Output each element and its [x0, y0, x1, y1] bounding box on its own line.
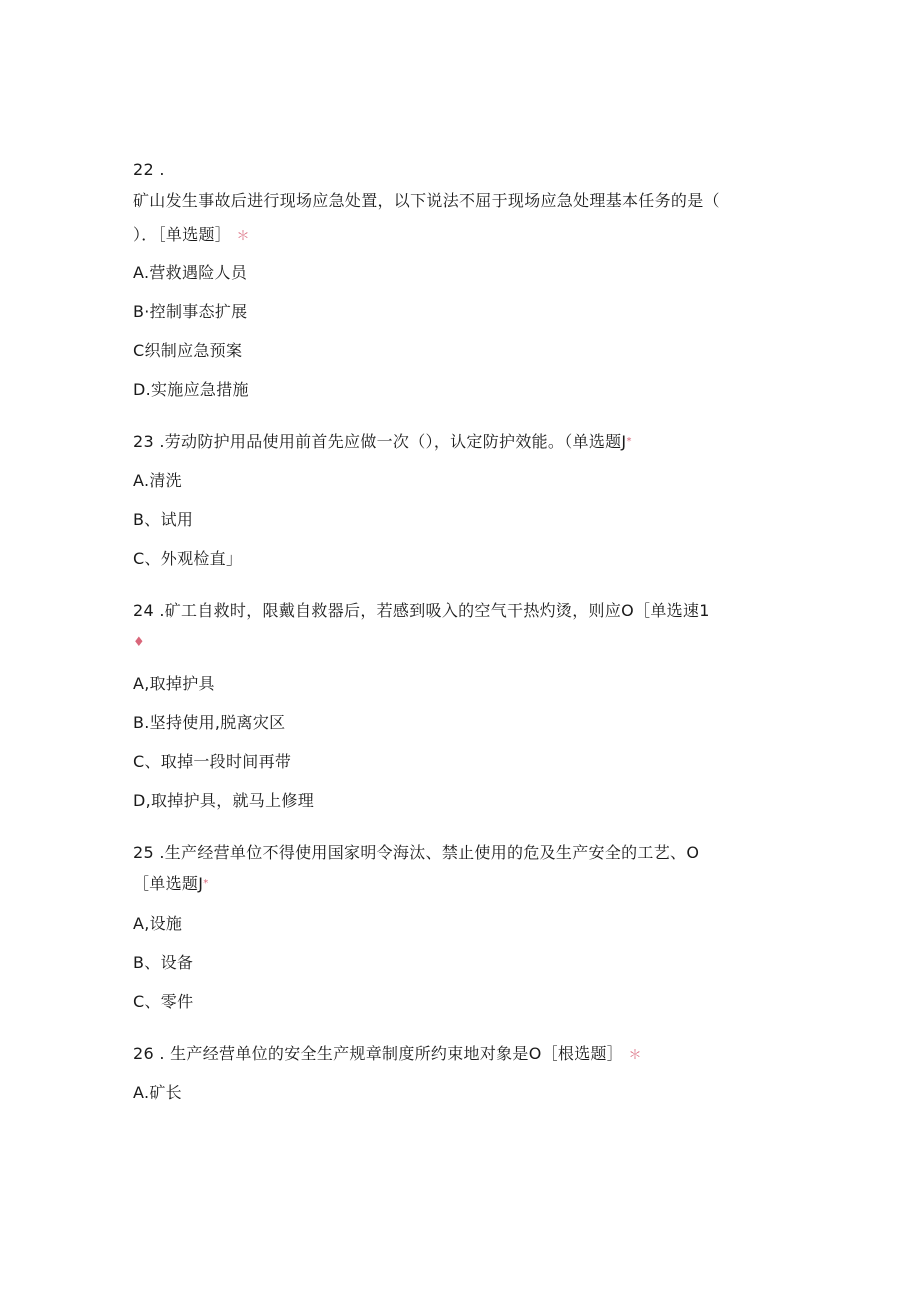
question-text: 23 .劳动防护用品使用前首先应做一次（），认定防护效能。（单选题J — [133, 432, 627, 451]
required-marker: ＊ — [236, 229, 250, 244]
option[interactable]: A,取掉护具 — [133, 674, 215, 693]
question-text: 26 . 生产经营单位的安全生产规章制度所约束地对象是O［根选题］ — [133, 1044, 624, 1063]
question-stem-continued — [133, 225, 250, 247]
question-stem: 矿山发生事故后进行现场应急处置，以下说法不屈于现场应急处理基本任务的是（ — [133, 191, 720, 210]
question-stem — [133, 432, 632, 452]
question-stem-continued — [133, 874, 209, 894]
option[interactable]: C织制应急预案 — [133, 341, 243, 360]
question-type-label: ［单选题J — [133, 874, 204, 893]
question-stem: 25 .生产经营单位不得使用国家明令海汰、禁止使用的危及生产安全的工艺、O — [133, 843, 700, 862]
required-marker: * — [203, 878, 209, 889]
option[interactable]: C、零件 — [133, 992, 194, 1011]
option[interactable]: B·控制事态扩展 — [133, 302, 248, 321]
option[interactable]: B.坚持使用,脱离灾区 — [133, 713, 286, 732]
option[interactable]: B、设备 — [133, 953, 194, 972]
option[interactable]: A.清洗 — [133, 471, 182, 490]
option[interactable]: A.营救遇险人员 — [133, 263, 248, 282]
question-number: 22 . — [133, 160, 165, 179]
required-marker: ＊ — [628, 1048, 642, 1063]
option[interactable]: C、取掉一段时间再带 — [133, 752, 292, 771]
question-stem — [133, 1044, 642, 1066]
option[interactable]: B、试用 — [133, 510, 194, 529]
required-marker: ♦ — [133, 635, 145, 650]
question-stem-continued — [133, 631, 145, 653]
option[interactable]: D.实施应急措施 — [133, 380, 249, 399]
option[interactable]: C、外观检直」 — [133, 549, 243, 568]
option[interactable]: A.矿长 — [133, 1083, 182, 1102]
question-type-label: ）．［单选题］ — [133, 225, 232, 244]
required-marker: * — [626, 436, 632, 447]
question-stem: 24 .矿工自救时，限戴自救器后，若感到吸入的空气干热灼烫，则应O［单选速1 — [133, 601, 710, 620]
option[interactable]: A,设施 — [133, 914, 183, 933]
option[interactable]: D,取掉护具，就马上修理 — [133, 791, 315, 810]
